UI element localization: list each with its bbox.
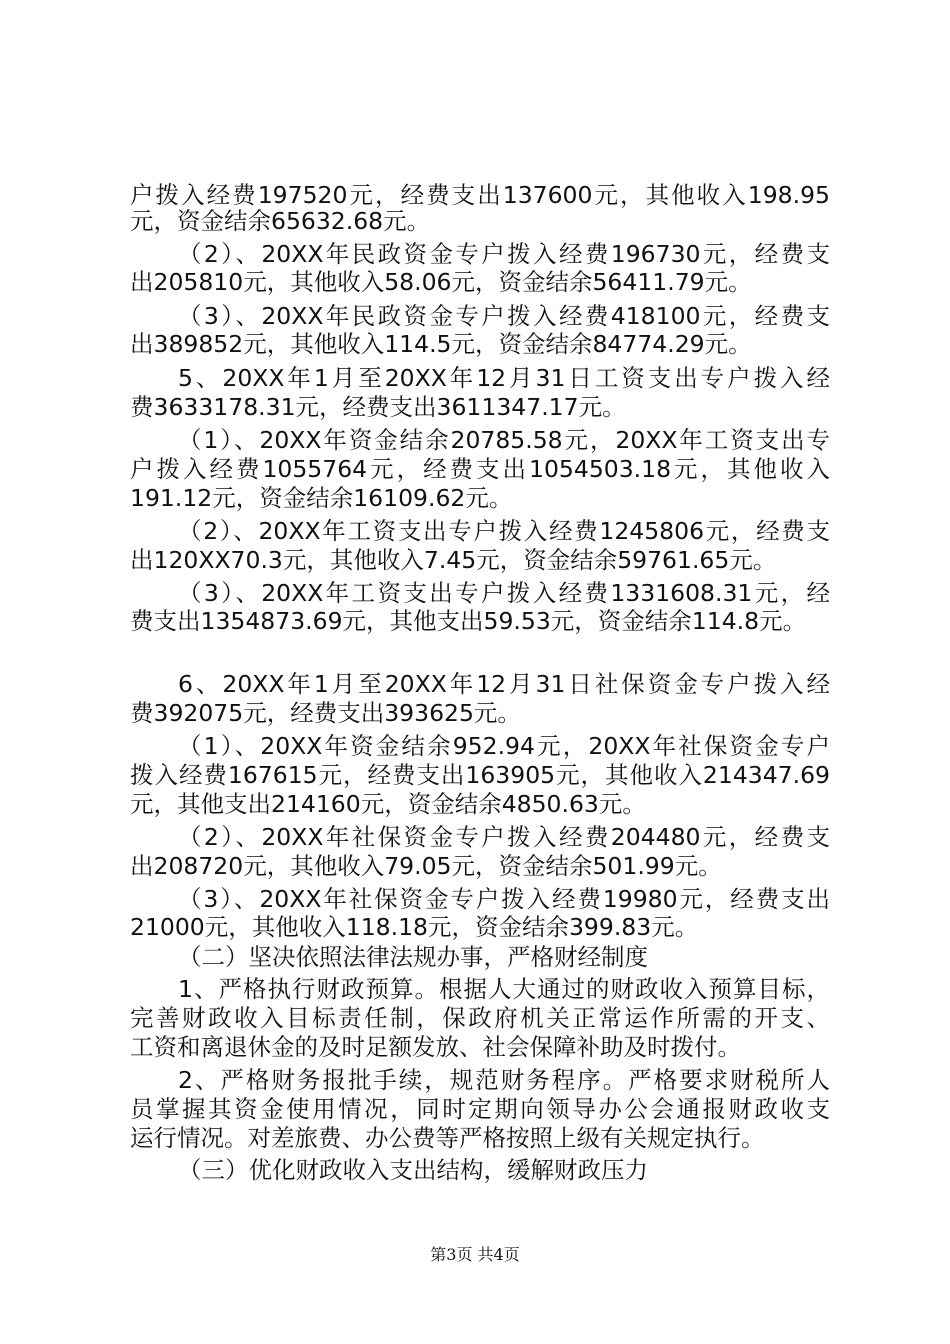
text-line-27: 完善财政收入目标责任制，保政府机关正常运作所需的开支、 — [130, 1004, 830, 1032]
text-line-14: （3）、20XX年工资支出专户拨入经费1331608.31元，经 — [178, 579, 830, 607]
text-line-9: （1）、20XX年资金结余20785.58元，20XX年工资支出专 — [178, 426, 830, 454]
text-line-19: 拨入经费167615元，经费支出163905元，其他收入214347.69 — [130, 761, 830, 789]
text-line-24: 21000元，其他收入118.18元，资金结余399.83元。 — [130, 913, 699, 941]
text-line-10: 户拨入经费1055764元，经费支出1054503.18元，其他收入 — [130, 455, 830, 483]
page-footer: 第3页 共4页 — [430, 1245, 520, 1264]
text-line-15: 费支出1354873.69元，其他支出59.53元，资金结余114.8元。 — [130, 607, 807, 635]
text-line-18: （1）、20XX年资金结余952.94元，20XX年社保资金专户 — [178, 732, 830, 760]
text-line-31: 运行情况。对差旅费、办公费等严格按照上级有关规定执行。 — [130, 1124, 765, 1152]
text-line-16: 6、20XX年1月至20XX年12月31日社保资金专户拨入经 — [178, 670, 830, 698]
text-line-12: （2）、20XX年工资支出专户拨入经费1245806元，经费支 — [178, 517, 830, 545]
text-line-29: 2、严格财务报批手续，规范财务程序。严格要求财税所人 — [178, 1066, 830, 1094]
text-line-17: 费392075元，经费支出393625元。 — [130, 699, 521, 727]
text-line-26: 1、严格执行财政预算。根据人大通过的财政收入预算目标， — [178, 975, 830, 1003]
text-line-7: 5、20XX年1月至20XX年12月31日工资支出专户拨入经 — [178, 364, 830, 392]
text-line-21: （2）、20XX年社保资金专户拨入经费204480元，经费支 — [178, 823, 830, 851]
text-line-5: （3）、20XX年民政资金专户拨入经费418100元，经费支 — [178, 302, 830, 330]
section-heading-3: （三）优化财政收入支出结构，缓解财政压力 — [178, 1156, 648, 1184]
text-line-1: 户拨入经费197520元，经费支出137600元，其他收入198.95 — [130, 181, 830, 209]
text-line-20: 元，其他支出214160元，资金结余4850.63元。 — [130, 790, 646, 818]
section-heading-2: （二）坚决依照法律法规办事，严格财经制度 — [178, 943, 648, 971]
text-line-6: 出389852元，其他收入114.5元，资金结余84774.29元。 — [130, 330, 752, 358]
text-line-2: 元，资金结余65632.68元。 — [130, 207, 431, 235]
text-line-3: （2）、20XX年民政资金专户拨入经费196730元，经费支 — [178, 240, 830, 268]
text-line-13: 出120XX70.3元，其他收入7.45元，资金结余59761.65元。 — [130, 546, 777, 574]
text-line-11: 191.12元，资金结余16109.62元。 — [130, 484, 513, 512]
text-line-8: 费3633178.31元，经费支出3611347.17元。 — [130, 393, 626, 421]
text-line-22: 出208720元，其他收入79.05元，资金结余501.99元。 — [130, 852, 722, 880]
text-line-30: 员掌握其资金使用情况，同时定期向领导办公会通报财政收支 — [130, 1095, 830, 1123]
text-line-4: 出205810元，其他收入58.06元，资金结余56411.79元。 — [130, 268, 752, 296]
text-line-23: （3）、20XX年社保资金专户拨入经费19980元，经费支出 — [178, 885, 830, 913]
text-line-28: 工资和离退休金的及时足额发放、社会保障补助及时拨付。 — [130, 1033, 741, 1061]
